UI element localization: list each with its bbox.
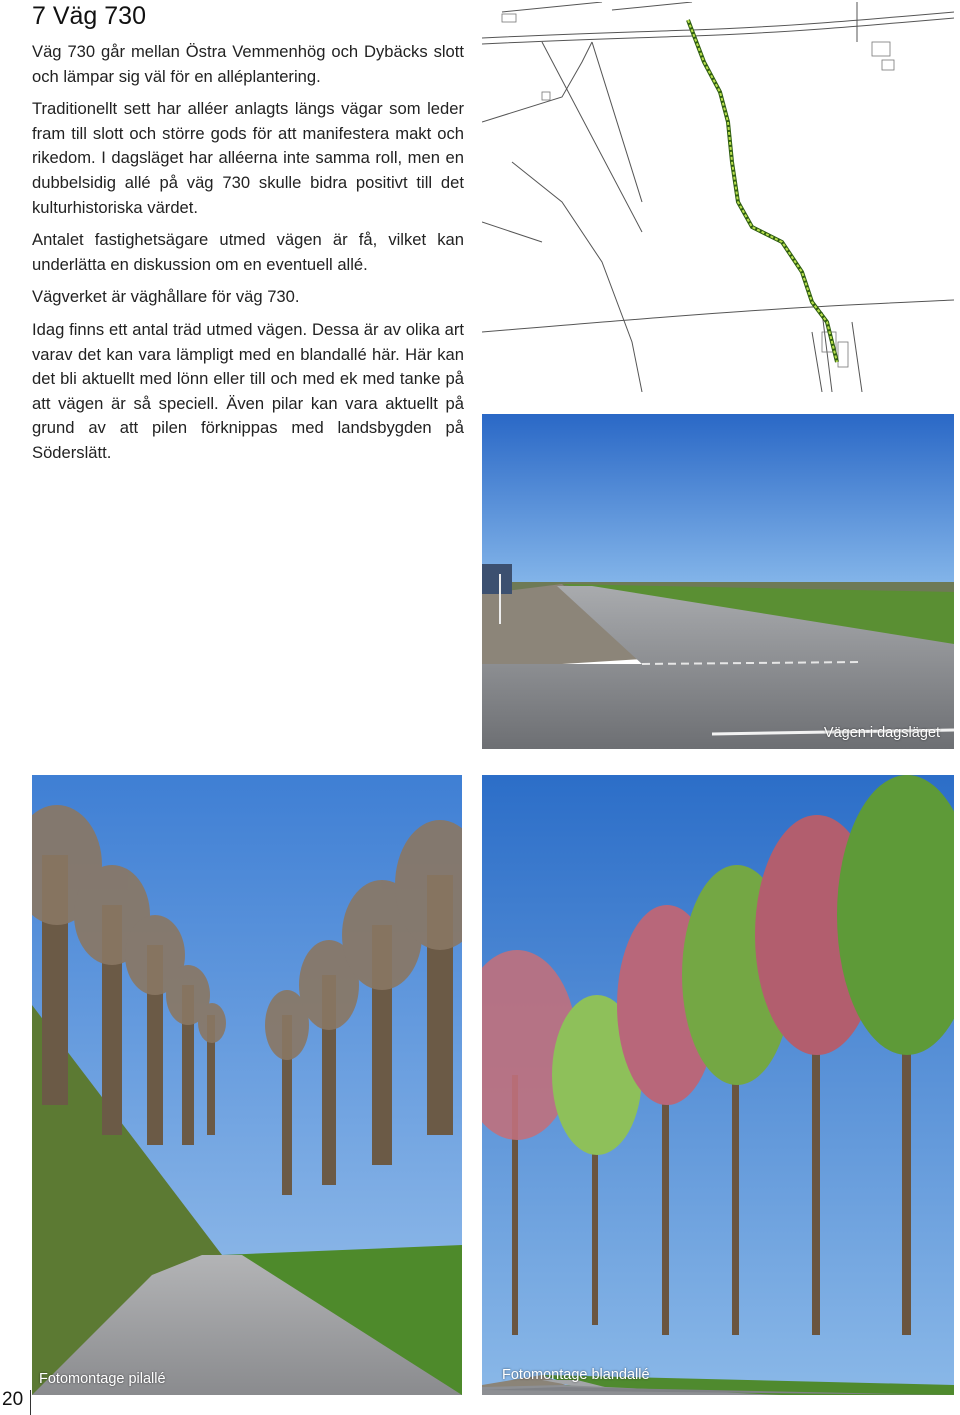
route-line <box>688 20 837 362</box>
page-number: 20 <box>2 1389 24 1410</box>
paragraph-road-authority: Vägverket är väghållare för väg 730. <box>32 287 300 307</box>
paragraph-intro: Väg 730 går mellan Östra Vemmenhög och Dybäcks slott och lämpar sig väl för en alléplantering. <box>32 42 464 86</box>
route-map <box>482 2 954 392</box>
paragraph-owners: Antalet fastighetsägare utmed vägen är få, vilket kan underlätta en diskussion om en eventuell allé. <box>32 230 464 274</box>
photo-road-today <box>482 414 954 749</box>
caption-willow: Fotomontage pilallé <box>39 1371 166 1387</box>
caption-today: Vägen i dagsläget <box>823 725 940 741</box>
caption-mixed: Fotomontage blandallé <box>502 1367 650 1383</box>
page-title: 7 Väg 730 <box>32 2 146 30</box>
photo-willow-montage <box>32 775 462 1395</box>
photo-mixed-montage <box>482 775 954 1395</box>
body-text <box>32 40 464 474</box>
paragraph-history: Traditionellt sett har alléer anlagts längs vägar som leder fram till slott och större gods för att manifestera makt och rikedom. I dagsläget har alléerna inte samma roll, men en dubbelsidig allé på väg 730 skulle bidra positivt till det kulturhistoriska värdet. <box>32 99 464 217</box>
paragraph-trees: Idag finns ett antal träd utmed vägen. Dessa är av olika art varav det kan vara lämpligt med en blandallé här. Här kan det bli aktuellt med lönn eller till och med ek med tanke på att vägen är så speciell. Även pilar kan vara aktuellt på grund av att pilen förknippas med landsbygden på Söderslätt. <box>32 319 464 462</box>
